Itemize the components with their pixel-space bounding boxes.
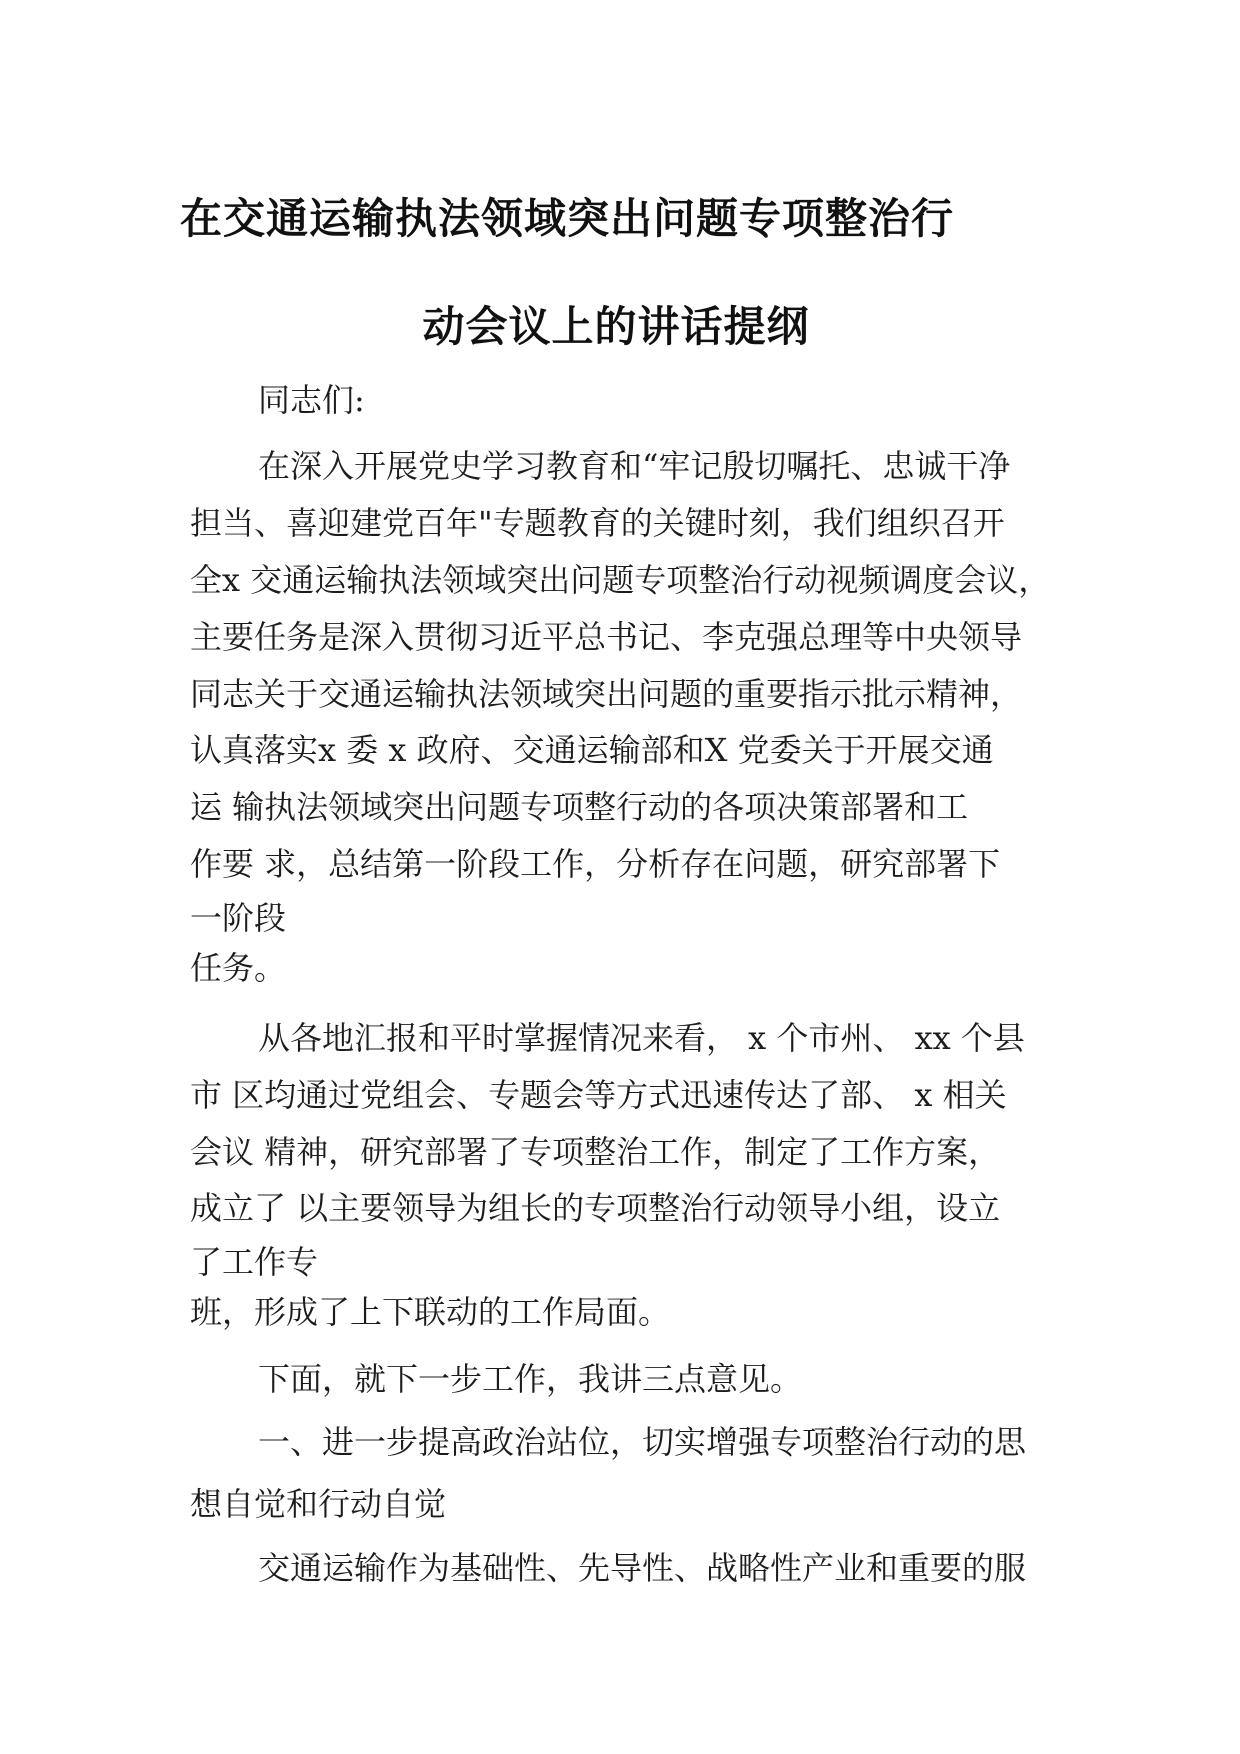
section-heading-1-line-1: 一、进一步提高政治站位，切实增强专项整治行动的思 — [258, 1423, 1027, 1461]
document-title-line-2: 动会议上的讲话提纲 — [422, 302, 810, 351]
paragraph-1-line-5: 同志关于交通运输执法领域突出问题的重要指示批示精神， — [190, 675, 1023, 713]
paragraph-1-line-9: 一阶段 — [190, 899, 287, 937]
paragraph-1-line-2: 担当、喜迎建党百年"专题教育的关键时刻，我们组织召开 — [190, 504, 1005, 542]
paragraph-2-line-5: 了工作专 — [190, 1243, 319, 1281]
paragraph-1-line-1: 在深入开展党史学习教育和“牢记殷切嘱托、忠诚干净 — [258, 447, 1011, 485]
paragraph-2-line-3: 会议 精神，研究部署了专项整治工作，制定了工作方案， — [190, 1133, 1001, 1171]
paragraph-1-line-8: 作要 求，总结第一阶段工作，分析存在问题，研究部署下 — [190, 845, 1001, 883]
paragraph-2-line-6: 班，形成了上下联动的工作局面。 — [190, 1293, 671, 1331]
section-heading-1-line-2: 想自觉和行动自觉 — [190, 1485, 447, 1523]
paragraph-2-line-4: 成立了 以主要领导为组长的专项整治行动领导小组，设立 — [190, 1189, 1001, 1227]
salutation: 同志们: — [258, 381, 365, 419]
paragraph-2-line-1: 从各地汇报和平时掌握情况来看， x 个市州、 xx 个县 — [258, 1019, 1025, 1057]
paragraph-1-line-3: 全x 交通运输执法领域突出问题专项整治行动视频调度会议， — [190, 561, 1051, 599]
paragraph-1-line-6: 认真落实x 委 x 政府、交通运输部和X 党委关于开展交通 — [190, 731, 994, 769]
paragraph-1-line-10: 任务。 — [190, 949, 287, 987]
paragraph-4-line-1: 交通运输作为基础性、先导性、战略性产业和重要的服 — [258, 1549, 1027, 1587]
paragraph-1-line-4: 主要任务是深入贯彻习近平总书记、李克强总理等中央领导 — [190, 618, 1023, 656]
document-title-line-1: 在交通运输执法领域突出问题专项整治行 — [179, 194, 954, 243]
paragraph-2-line-2: 市 区均通过党组会、专题会等方式迅速传达了部、 x 相关 — [190, 1076, 1007, 1114]
paragraph-1-line-7: 运 输执法领域突出问题专项整行动的各项决策部署和工 — [190, 788, 969, 826]
paragraph-3: 下面，就下一步工作，我讲三点意见。 — [258, 1360, 803, 1398]
